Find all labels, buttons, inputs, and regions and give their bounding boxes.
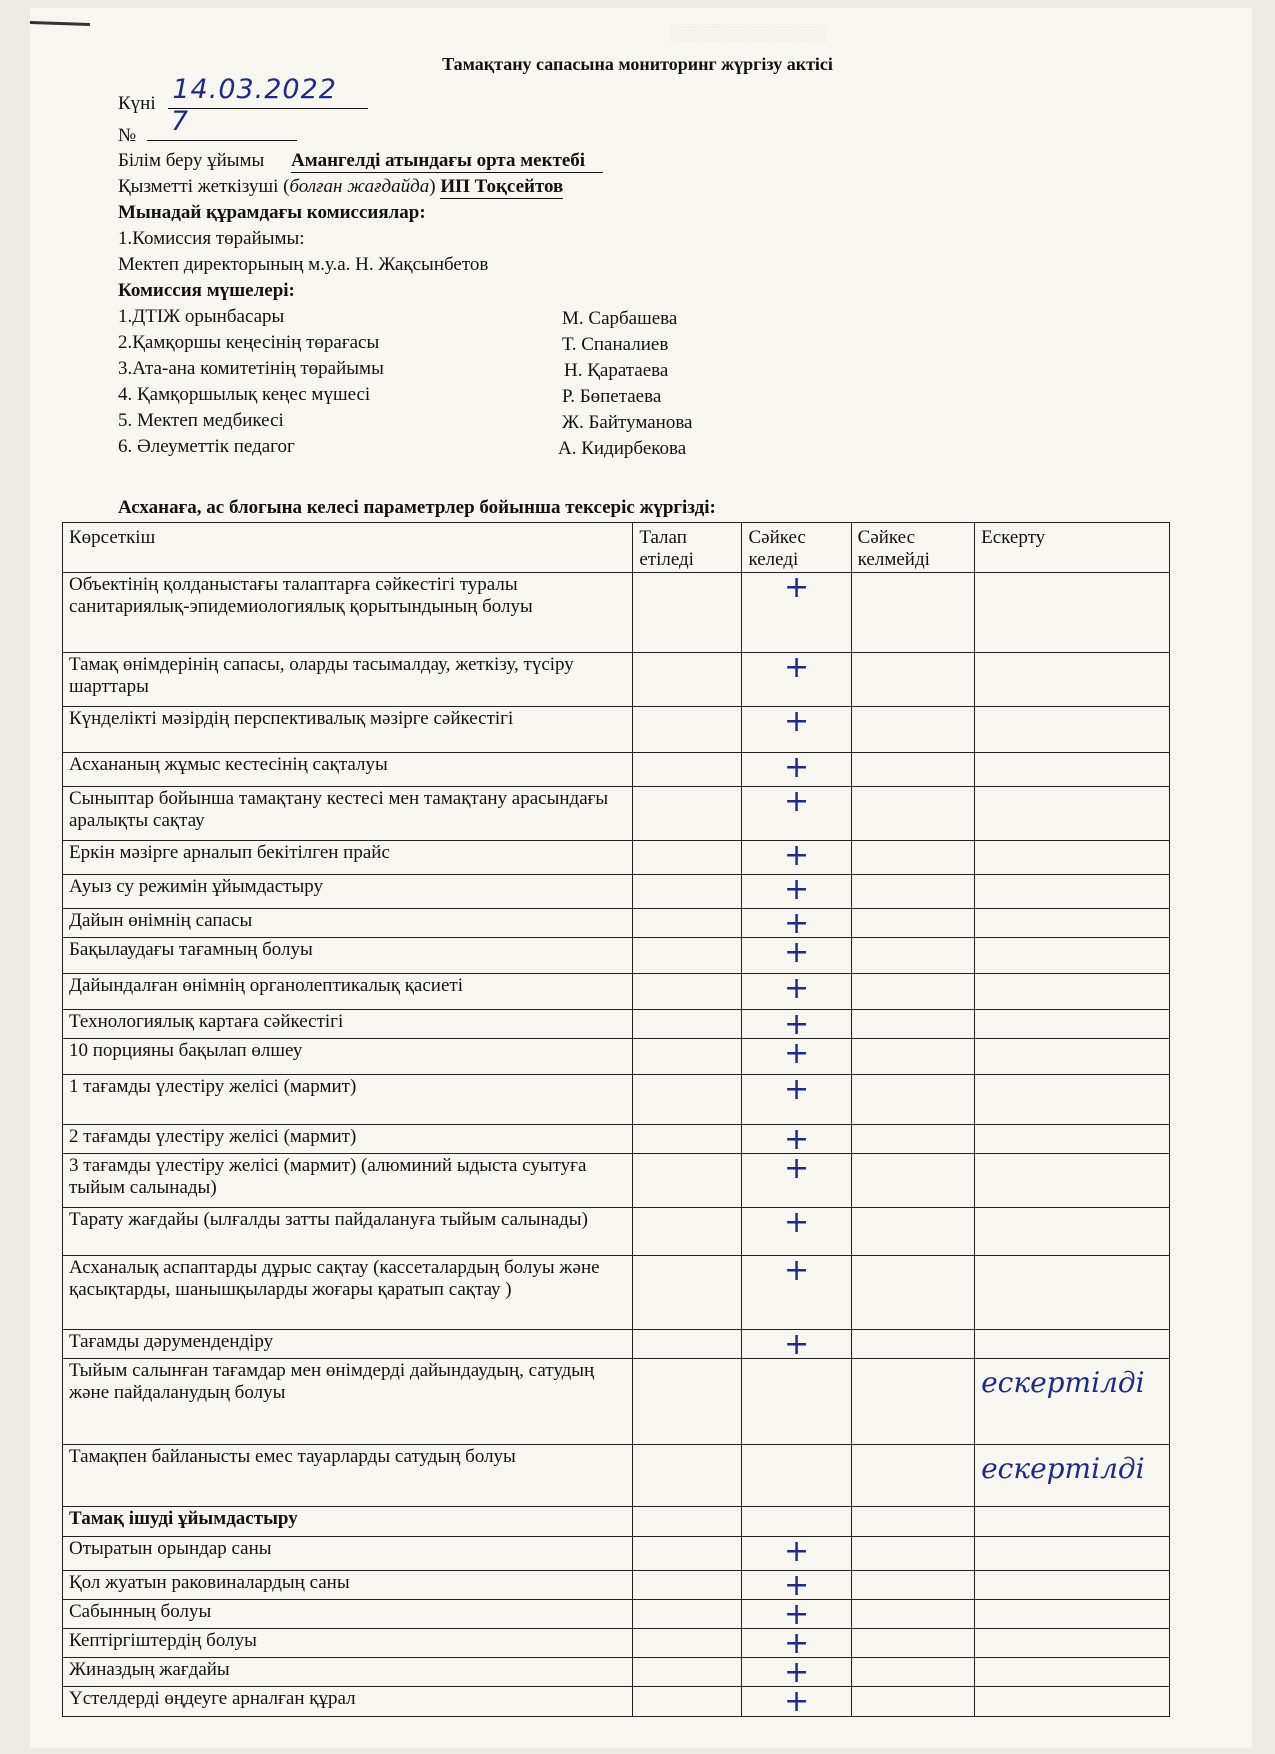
note-cell — [975, 1537, 1170, 1571]
table-row — [63, 1208, 1170, 1256]
table-row — [63, 974, 1170, 1010]
table-row — [63, 1629, 1170, 1658]
handwritten-note: ескертілді — [981, 1366, 1145, 1399]
handwritten-plus-mark: + — [783, 935, 810, 970]
member-name: Ж. Байтуманова — [562, 412, 693, 433]
table-row — [63, 1075, 1170, 1125]
not-matches-cell — [851, 1537, 974, 1571]
member-name: Н. Қаратаева — [564, 360, 669, 381]
table-row — [63, 1445, 1170, 1507]
table-row — [63, 707, 1170, 753]
not-matches-cell — [851, 1039, 974, 1075]
not-matches-cell — [851, 653, 974, 707]
table-row — [63, 1687, 1170, 1717]
indicator-text: Сыныптар бойынша тамақтану кестесі мен тамақтану арасындағы аралықты сақтау — [63, 787, 633, 841]
required-cell — [633, 974, 742, 1010]
required-cell — [633, 707, 742, 753]
required-cell — [633, 1600, 742, 1629]
handwritten-note — [981, 1572, 1163, 1578]
not-matches-cell — [851, 1600, 974, 1629]
note-cell — [975, 1208, 1170, 1256]
handwritten-note — [981, 939, 1163, 945]
indicator-text: Тарату жағдайы (ылғалды затты пайдалануға тыйым салынады) — [63, 1208, 633, 1256]
table-row — [63, 1125, 1170, 1154]
not-matches-cell — [851, 707, 974, 753]
supplier-field — [118, 176, 563, 199]
note-cell — [975, 653, 1170, 707]
table-row — [63, 1571, 1170, 1600]
member-role: 6. Әлеуметтік педагог — [118, 436, 295, 457]
table-row — [63, 875, 1170, 909]
handwritten-plus-mark: + — [783, 570, 810, 605]
handwritten-note — [981, 1257, 1163, 1263]
note-cell — [975, 1629, 1170, 1658]
required-cell — [633, 1010, 742, 1039]
handwritten-plus-mark: + — [783, 1568, 810, 1603]
handwritten-plus-mark: + — [783, 750, 810, 785]
table-header-row — [63, 523, 1170, 573]
handwritten-note — [981, 1209, 1163, 1215]
handwritten-plus-mark: + — [783, 704, 810, 739]
table-row — [63, 1039, 1170, 1075]
handwritten-plus-mark: + — [783, 1684, 810, 1719]
matches-cell — [742, 1597, 851, 1632]
table-section-row — [63, 1507, 1170, 1537]
not-matches-cell — [851, 1010, 974, 1039]
required-cell — [633, 1507, 742, 1537]
date-field — [118, 74, 368, 115]
handwritten-note — [981, 788, 1163, 794]
required-cell — [633, 1537, 742, 1571]
matches-cell — [742, 1151, 851, 1208]
handwritten-plus-mark: + — [783, 650, 810, 685]
table-row — [63, 1600, 1170, 1629]
handwritten-plus-mark: + — [783, 838, 810, 873]
indicator-text: Дайын өнімнің сапасы — [63, 909, 633, 938]
matches-cell — [742, 1655, 851, 1690]
indicator-text: Отыратын орындар саны — [63, 1537, 633, 1571]
handwritten-plus-mark: + — [783, 1327, 810, 1362]
handwritten-note — [981, 1688, 1163, 1694]
note-cell — [975, 1658, 1170, 1687]
required-cell — [633, 1629, 742, 1658]
note-cell — [975, 1507, 1170, 1537]
handwritten-plus-mark: + — [783, 784, 810, 819]
matches-cell — [742, 784, 851, 841]
table-row — [63, 841, 1170, 875]
indicator-text: Кептіргіштердің болуы — [63, 1629, 633, 1658]
required-cell — [633, 653, 742, 707]
handwritten-note — [981, 1040, 1163, 1046]
required-cell — [633, 875, 742, 909]
matches-cell — [742, 750, 851, 787]
supplier-label-italic: болған жағдайда — [289, 176, 430, 197]
handwritten-plus-mark: + — [783, 1253, 810, 1288]
required-cell — [633, 1658, 742, 1687]
table-row — [63, 1658, 1170, 1687]
not-matches-cell — [851, 573, 974, 653]
col-header-note: Ескерту — [975, 523, 1170, 573]
handwritten-note — [981, 842, 1163, 848]
document-title: Тамақтану сапасына мониторинг жүргізу актісі — [442, 54, 833, 74]
matches-cell — [742, 1007, 851, 1042]
note-cell — [975, 1075, 1170, 1125]
handwritten-note — [981, 910, 1163, 916]
matches-cell — [742, 1445, 851, 1507]
indicator-text: Тамақпен байланысты емес тауарларды сатудың болуы — [63, 1445, 633, 1507]
indicator-text: Ауыз су режимін ұйымдастыру — [63, 875, 633, 909]
note-cell — [975, 1359, 1170, 1445]
member-name: А. Кидирбекова — [558, 438, 687, 459]
handwritten-plus-mark: + — [783, 906, 810, 941]
supplier-value: ИП Тоқсейтов — [440, 176, 564, 197]
matches-cell — [742, 906, 851, 941]
required-cell — [633, 1687, 742, 1717]
handwritten-note — [981, 574, 1163, 580]
matches-cell — [742, 1327, 851, 1362]
handwritten-note — [981, 1659, 1163, 1665]
not-matches-cell — [851, 1125, 974, 1154]
required-cell — [633, 841, 742, 875]
date-label: Күні — [118, 93, 156, 114]
indicator-text: Үстелдерді өңдеуге арналған құрал — [63, 1687, 633, 1717]
note-cell — [975, 1445, 1170, 1507]
not-matches-cell — [851, 909, 974, 938]
handwritten-note — [981, 1508, 1163, 1514]
note-cell — [975, 1571, 1170, 1600]
matches-cell — [742, 971, 851, 1010]
not-matches-cell — [851, 1208, 974, 1256]
table-row — [63, 573, 1170, 653]
not-matches-cell — [851, 1075, 974, 1125]
indicator-text: Тамақ өнімдерінің сапасы, оларды тасымалдау, жеткізу, түсіру шарттары — [63, 653, 633, 707]
indicator-text: Асханалық аспаптарды дұрыс сақтау (кассеталардың болуы және қасықтарды, шанышқыларды жоғары қаратып сақтау ) — [63, 1256, 633, 1330]
handwritten-plus-mark: + — [783, 1072, 810, 1107]
handwritten-plus-mark: + — [783, 1122, 810, 1157]
member-name: Р. Бөпетаева — [562, 386, 662, 407]
required-cell — [633, 909, 742, 938]
matches-cell — [742, 704, 851, 753]
handwritten-plus-mark: + — [783, 1534, 810, 1569]
handwritten-plus-mark: + — [783, 1205, 810, 1240]
note-cell — [975, 875, 1170, 909]
indicator-text: Тыйым салынған тағамдар мен өнімдерді дайындаудың, сатудың және пайдаланудың болуы — [63, 1359, 633, 1445]
number-value: 7 — [170, 106, 189, 137]
matches-cell — [742, 1036, 851, 1075]
matches-cell — [742, 1507, 851, 1537]
inspection-table — [62, 522, 1170, 1717]
note-cell — [975, 974, 1170, 1010]
matches-cell — [742, 1568, 851, 1603]
matches-cell — [742, 1253, 851, 1330]
member-role: 3.Ата-ана комитетінің төрайымы — [118, 358, 384, 379]
handwritten-note: ескертілді — [981, 1452, 1145, 1485]
handwritten-note — [981, 754, 1163, 760]
required-cell — [633, 1154, 742, 1208]
not-matches-cell — [851, 1330, 974, 1359]
chair-value: Мектеп директорының м.у.а. Н. Жақсынбетов — [118, 254, 489, 275]
not-matches-cell — [851, 787, 974, 841]
handwritten-note — [981, 1630, 1163, 1636]
indicator-text: Жиназдың жағдайы — [63, 1658, 633, 1687]
note-cell — [975, 1125, 1170, 1154]
scan-artifact-line — [30, 21, 90, 26]
matches-cell — [742, 1072, 851, 1125]
note-cell — [975, 753, 1170, 787]
chair-heading: 1.Комиссия төрайымы: — [118, 228, 305, 249]
col-header-matches: Сәйкес келеді — [742, 523, 851, 573]
not-matches-cell — [851, 1154, 974, 1208]
table-row — [63, 909, 1170, 938]
indicator-text: 3 тағамды үлестіру желісі (мармит) (алюминий ыдыста суытуға тыйым салынады) — [63, 1154, 633, 1208]
required-cell — [633, 1256, 742, 1330]
note-cell — [975, 1010, 1170, 1039]
note-cell — [975, 1256, 1170, 1330]
matches-cell — [742, 650, 851, 707]
matches-cell — [742, 1359, 851, 1445]
required-cell — [633, 1208, 742, 1256]
note-cell — [975, 1154, 1170, 1208]
table-row — [63, 1154, 1170, 1208]
note-cell — [975, 1039, 1170, 1075]
handwritten-plus-mark — [748, 1446, 844, 1448]
required-cell — [633, 1125, 742, 1154]
not-matches-cell — [851, 1445, 974, 1507]
handwritten-note — [981, 708, 1163, 714]
table-body — [63, 570, 1170, 1719]
number-label: № — [118, 125, 137, 146]
table-row — [63, 1330, 1170, 1359]
indicator-text: Тағамды дәрумендендіру — [63, 1330, 633, 1359]
org-label: Білім беру ұйымы — [118, 150, 265, 171]
indicator-text: 1 тағамды үлестіру желісі (мармит) — [63, 1075, 633, 1125]
note-cell — [975, 573, 1170, 653]
indicator-text: 2 тағамды үлестіру желісі (мармит) — [63, 1125, 633, 1154]
matches-cell — [742, 1534, 851, 1571]
handwritten-plus-mark: + — [783, 1597, 810, 1632]
matches-cell — [742, 1684, 851, 1719]
handwritten-note — [981, 975, 1163, 981]
matches-cell — [742, 935, 851, 974]
not-matches-cell — [851, 1658, 974, 1687]
matches-cell — [742, 1122, 851, 1157]
handwritten-note — [981, 1155, 1163, 1161]
handwritten-plus-mark — [748, 1508, 844, 1510]
note-cell — [975, 938, 1170, 974]
handwritten-note — [981, 1331, 1163, 1337]
member-role: 1.ДТІЖ орынбасары — [118, 306, 285, 327]
required-cell — [633, 1039, 742, 1075]
required-cell — [633, 1359, 742, 1445]
org-field — [118, 150, 603, 173]
not-matches-cell — [851, 753, 974, 787]
section-title: Тамақ ішуді ұйымдастыру — [63, 1507, 633, 1537]
indicator-text: Дайындалған өнімнің органолептикалық қасиеті — [63, 974, 633, 1010]
not-matches-cell — [851, 1507, 974, 1537]
required-cell — [633, 787, 742, 841]
bleed-through-text: ░░░░░░░░░░░░░ — [670, 23, 827, 42]
note-cell — [975, 909, 1170, 938]
commission-heading: Мынадай құрамдағы комиссиялар: — [118, 202, 426, 223]
table-row — [63, 938, 1170, 974]
handwritten-note — [981, 1126, 1163, 1132]
member-name: Т. Спаналиев — [562, 334, 669, 355]
required-cell — [633, 1330, 742, 1359]
handwritten-note — [981, 654, 1163, 660]
member-role: 5. Мектеп медбикесі — [118, 410, 284, 431]
required-cell — [633, 1075, 742, 1125]
matches-cell — [742, 570, 851, 653]
table-intro: Асханаға, ас блогына келесі параметрлер бойынша тексеріс жүргізді: — [118, 497, 716, 518]
not-matches-cell — [851, 938, 974, 974]
matches-cell — [742, 838, 851, 875]
handwritten-plus-mark: + — [783, 1036, 810, 1071]
indicator-text: 10 порцияны бақылап өлшеу — [63, 1039, 633, 1075]
col-header-indicator: Көрсеткіш — [63, 523, 633, 573]
org-value: Амангелді атындағы орта мектебі — [291, 150, 603, 173]
handwritten-plus-mark: + — [783, 1655, 810, 1690]
required-cell — [633, 1571, 742, 1600]
date-underline — [168, 74, 368, 109]
note-cell — [975, 787, 1170, 841]
table-row — [63, 1010, 1170, 1039]
col-header-required: Талап етіледі — [633, 523, 742, 573]
handwritten-plus-mark: + — [783, 1007, 810, 1042]
table-row — [63, 1256, 1170, 1330]
supplier-label-suffix: ) — [429, 176, 436, 197]
table-row — [63, 1359, 1170, 1445]
note-cell — [975, 1600, 1170, 1629]
not-matches-cell — [851, 1629, 974, 1658]
handwritten-plus-mark: + — [783, 1151, 810, 1186]
handwritten-note — [981, 876, 1163, 882]
indicator-text: Объектінің қолданыстағы талаптарға сәйкестігі туралы санитариялық-эпидемиологиялық қорытындының болуы — [63, 573, 633, 653]
indicator-text: Асхананың жұмыс кестесінің сақталуы — [63, 753, 633, 787]
number-field — [118, 106, 297, 147]
indicator-text: Технологиялық картаға сәйкестігі — [63, 1010, 633, 1039]
table-row — [63, 1537, 1170, 1571]
indicator-text: Бақылаудағы тағамның болуы — [63, 938, 633, 974]
not-matches-cell — [851, 1687, 974, 1717]
not-matches-cell — [851, 1571, 974, 1600]
number-underline — [147, 106, 297, 141]
indicator-text: Еркін мәзірге арналып бекітілген прайс — [63, 841, 633, 875]
required-cell — [633, 1445, 742, 1507]
required-cell — [633, 753, 742, 787]
note-cell — [975, 1330, 1170, 1359]
handwritten-plus-mark: + — [783, 1626, 810, 1661]
note-cell — [975, 841, 1170, 875]
member-role: 2.Қамқоршы кеңесінің төрағасы — [118, 332, 380, 353]
members-heading: Комиссия мүшелері: — [118, 280, 295, 301]
matches-cell — [742, 1626, 851, 1661]
member-name: М. Сарбашева — [562, 308, 678, 329]
matches-cell — [742, 872, 851, 909]
handwritten-note — [981, 1538, 1163, 1544]
required-cell — [633, 573, 742, 653]
not-matches-cell — [851, 1256, 974, 1330]
date-value: 14.03.2022 — [172, 74, 337, 105]
not-matches-cell — [851, 974, 974, 1010]
table-row — [63, 753, 1170, 787]
handwritten-plus-mark: + — [783, 872, 810, 907]
handwritten-note — [981, 1601, 1163, 1607]
matches-cell — [742, 1205, 851, 1256]
col-header-not-matches: Сәйкес келмейді — [851, 523, 974, 573]
table-row — [63, 787, 1170, 841]
not-matches-cell — [851, 1359, 974, 1445]
handwritten-note — [981, 1076, 1163, 1082]
indicator-text: Сабынның болуы — [63, 1600, 633, 1629]
not-matches-cell — [851, 875, 974, 909]
handwritten-plus-mark: + — [783, 971, 810, 1006]
table-row — [63, 653, 1170, 707]
note-cell — [975, 707, 1170, 753]
note-cell — [975, 1687, 1170, 1717]
not-matches-cell — [851, 841, 974, 875]
handwritten-note — [981, 1011, 1163, 1017]
indicator-text: Қол жуатын раковиналардың саны — [63, 1571, 633, 1600]
supplier-label-prefix: Қызметті жеткізуші ( — [118, 176, 290, 197]
member-role: 4. Қамқоршылық кеңес мүшесі — [118, 384, 371, 405]
indicator-text: Күнделікті мәзірдің перспективалық мәзірге сәйкестігі — [63, 707, 633, 753]
required-cell — [633, 938, 742, 974]
